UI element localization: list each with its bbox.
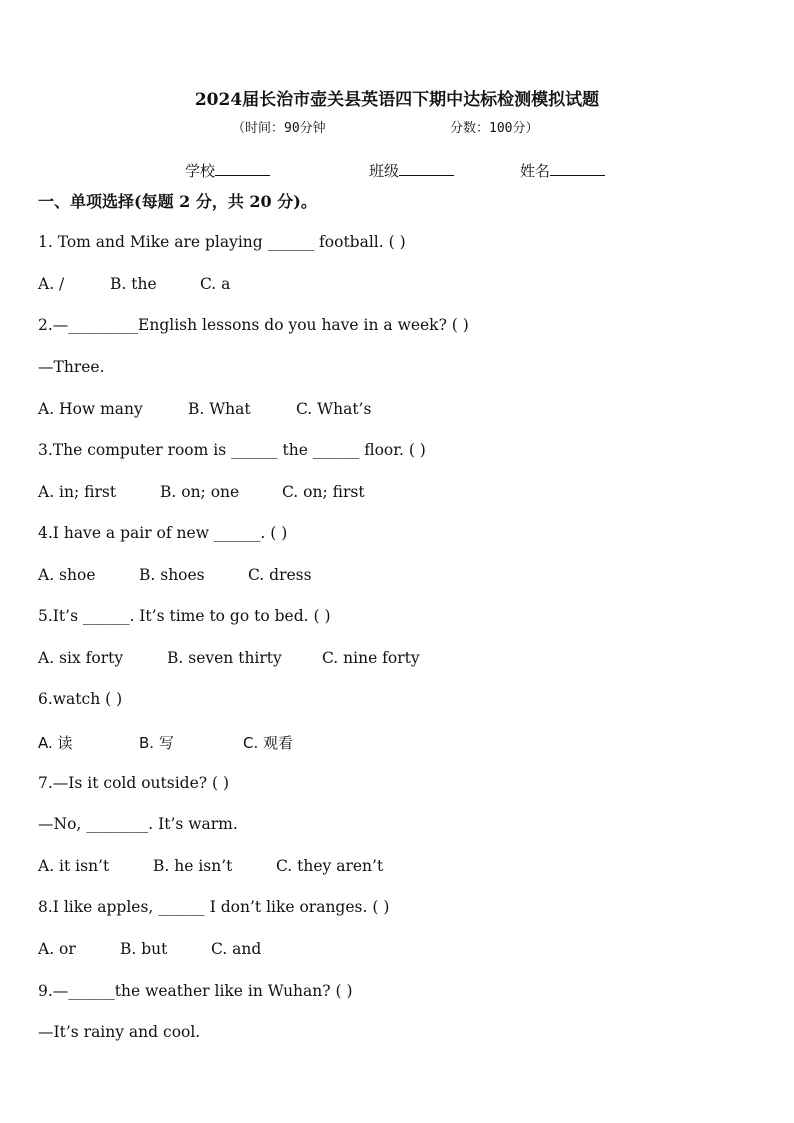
question-1-stem: 1. Tom and Mike are playing ______ football. ( ) — [38, 233, 406, 251]
question-8-stem: 8.I like apples, ______ I don’t like oranges. ( ) — [38, 898, 390, 916]
option-b[interactable]: B. he isn’t — [153, 857, 233, 875]
question-6-stem: 6.watch ( ) — [38, 690, 123, 708]
option-b[interactable]: B. shoes — [139, 566, 205, 584]
school-field[interactable] — [185, 160, 270, 181]
question-2-reply: —Three. — [38, 358, 105, 376]
question-7-stem: 7.—Is it cold outside? ( ) — [38, 774, 230, 792]
option-a[interactable]: A. or — [38, 940, 76, 958]
option-a[interactable]: A. How many — [38, 400, 143, 418]
option-b[interactable]: B. 写 — [139, 734, 174, 752]
option-a[interactable]: A. / — [38, 275, 65, 293]
school-label: 学校 — [185, 162, 216, 180]
question-7-reply: —No, ________. It’s warm. — [38, 815, 238, 833]
question-5-stem: 5.It’s ______. It’s time to go to bed. ( ) — [38, 607, 331, 625]
option-b[interactable]: B. on; one — [160, 483, 240, 501]
option-c[interactable]: C. dress — [248, 566, 312, 584]
exam-time: （时间：90分钟 — [232, 121, 326, 136]
option-b[interactable]: B. seven thirty — [167, 649, 282, 667]
class-label: 班级 — [369, 162, 400, 180]
exam-score: 分数：100分） — [450, 121, 539, 136]
option-a[interactable]: A. 读 — [38, 734, 73, 752]
question-3-stem: 3.The computer room is ______ the ______ floor. ( ) — [38, 441, 426, 459]
option-c[interactable]: C. What’s — [296, 400, 372, 418]
option-c[interactable]: C. 观看 — [243, 734, 294, 752]
question-9-stem: 9.—______the weather like in Wuhan? ( ) — [38, 982, 353, 1000]
option-c[interactable]: C. they aren’t — [276, 857, 384, 875]
class-field[interactable] — [369, 160, 454, 181]
question-2-stem: 2.—_________English lessons do you have in a week? ( ) — [38, 316, 469, 334]
name-blank[interactable] — [550, 161, 605, 176]
option-a[interactable]: A. shoe — [38, 566, 96, 584]
option-b[interactable]: B. What — [188, 400, 251, 418]
option-c[interactable]: C. and — [211, 940, 262, 958]
option-c[interactable]: C. on; first — [282, 483, 365, 501]
section-heading: 一、单项选择(每题 2 分，共 20 分)。 — [38, 192, 317, 211]
question-4-stem: 4.I have a pair of new ______. ( ) — [38, 524, 288, 542]
school-blank[interactable] — [215, 161, 270, 176]
option-c[interactable]: C. a — [200, 275, 231, 293]
class-blank[interactable] — [399, 161, 454, 176]
option-b[interactable]: B. but — [120, 940, 168, 958]
exam-title: 2024届长治市壶关县英语四下期中达标检测模拟试题 — [194, 90, 600, 110]
option-a[interactable]: A. it isn’t — [38, 857, 110, 875]
name-field[interactable] — [520, 160, 605, 181]
option-a[interactable]: A. in; first — [38, 483, 117, 501]
student-info-fields — [0, 160, 794, 180]
option-b[interactable]: B. the — [110, 275, 157, 293]
option-a[interactable]: A. six forty — [38, 649, 124, 667]
name-label: 姓名 — [520, 162, 551, 180]
question-9-reply: —It’s rainy and cool. — [38, 1023, 201, 1041]
option-c[interactable]: C. nine forty — [322, 649, 420, 667]
